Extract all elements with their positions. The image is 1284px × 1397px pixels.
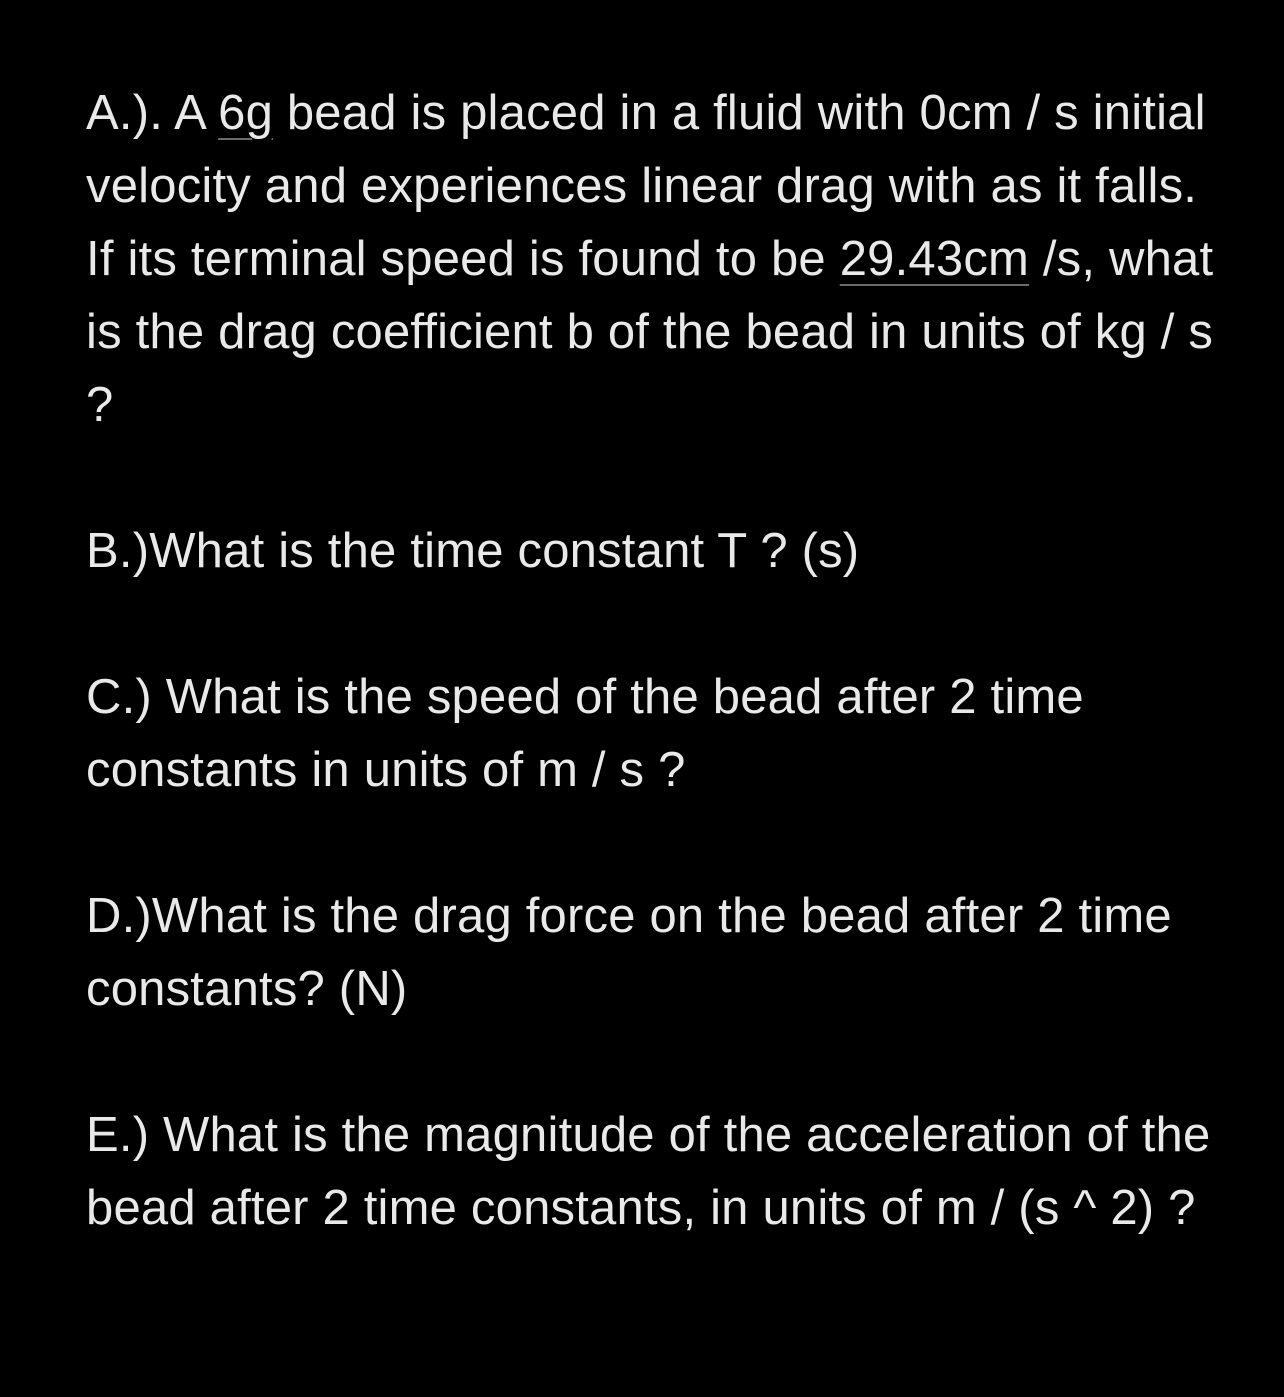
question-b: B.)What is the time constant T ? (s): [86, 524, 860, 578]
question-a-prefix: A.). A: [86, 86, 219, 140]
question-e: E.) What is the magnitude of the acceleration of the bead after 2 time constants, in units of m / (s ^ 2) ?: [86, 1108, 1211, 1235]
question-c: C.) What is the speed of the bead after 2 time constants in units of m / s ?: [86, 670, 1084, 797]
question-a: [86, 77, 1226, 442]
question-d: D.)What is the drag force on the bead after 2 time constants? (N): [86, 889, 1172, 1016]
question-a-suffix: /s, what is the drag coefficient b of the bead in units of kg / s ?: [86, 232, 1214, 432]
question-a-mid: bead is placed in a fluid with 0cm / s initial velocity and experiences linear drag with as it falls. If its terminal speed is found to be: [86, 86, 1206, 286]
terminal-speed-value: 29.43cm: [839, 232, 1030, 286]
mass-value: 6g: [218, 86, 274, 140]
note-body: [86, 77, 1226, 1245]
